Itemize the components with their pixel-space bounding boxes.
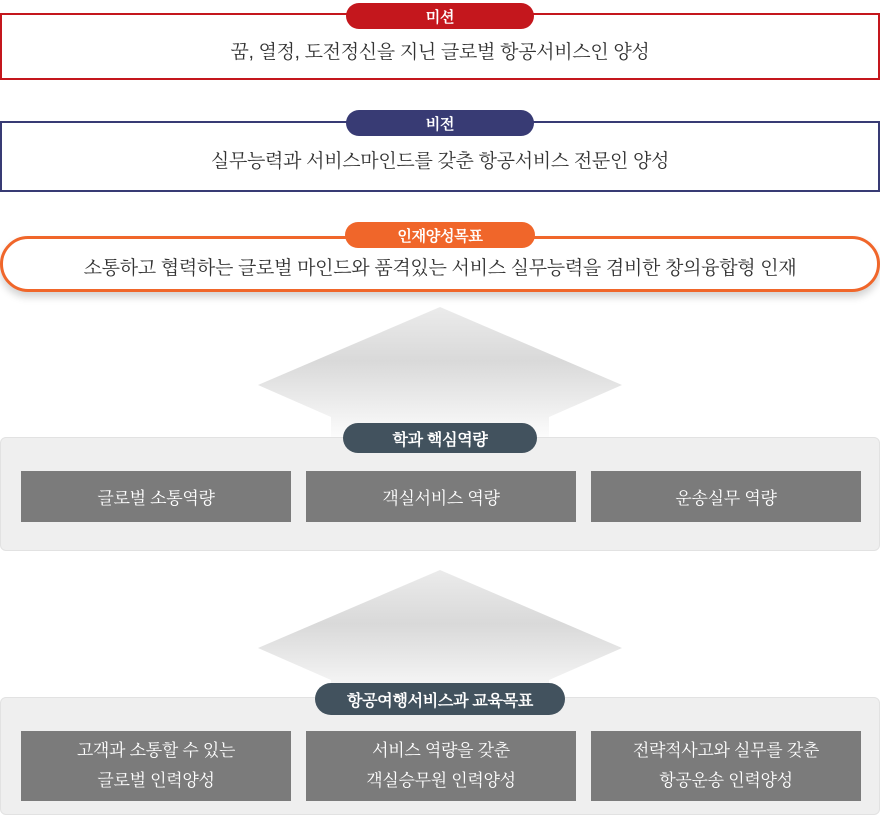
education-goal-line: 객실승무원 인력양성 (366, 771, 516, 790)
vision-badge: 비전 (346, 110, 534, 136)
education-goals-badge: 항공여행서비스과 교육목표 (315, 683, 565, 715)
education-goal-line: 고객과 소통할 수 있는 (76, 741, 236, 760)
education-goal-line: 서비스 역량을 갖춘 (372, 741, 510, 760)
education-goal-item (591, 731, 861, 801)
core-competency-item (21, 471, 291, 522)
core-competencies-section (0, 437, 880, 551)
talent-goal-badge: 인재양성목표 (345, 222, 535, 248)
up-arrow-icon (258, 307, 622, 442)
core-competency-list (21, 471, 861, 522)
education-goal-line: 항공운송 인력양성 (659, 771, 793, 790)
education-goal-line: 전략적사고와 실무를 갖춘 (632, 741, 820, 760)
education-goal-item (21, 731, 291, 801)
core-competency-label: 객실서비스 역량 (382, 489, 500, 508)
talent-goal-text: 소통하고 협력하는 글로벌 마인드와 품격있는 서비스 실무능력을 겸비한 창의융합형 인재 (83, 258, 797, 279)
core-competencies-badge: 학과 핵심역량 (343, 423, 537, 453)
core-competency-item (591, 471, 861, 522)
core-competency-label: 운송실무 역량 (675, 489, 777, 508)
education-goal-line: 글로벌 인력양성 (97, 771, 215, 790)
mission-badge: 미션 (346, 3, 534, 29)
education-goal-item (306, 731, 576, 801)
core-competency-item (306, 471, 576, 522)
education-goal-list (21, 731, 861, 801)
vision-text: 실무능력과 서비스마인드를 갖춘 항공서비스 전문인 양성 (210, 150, 670, 172)
mission-text: 꿈, 열정, 도전정신을 지닌 글로벌 항공서비스인 양성 (230, 41, 650, 63)
core-competency-label: 글로벌 소통역량 (97, 489, 215, 508)
